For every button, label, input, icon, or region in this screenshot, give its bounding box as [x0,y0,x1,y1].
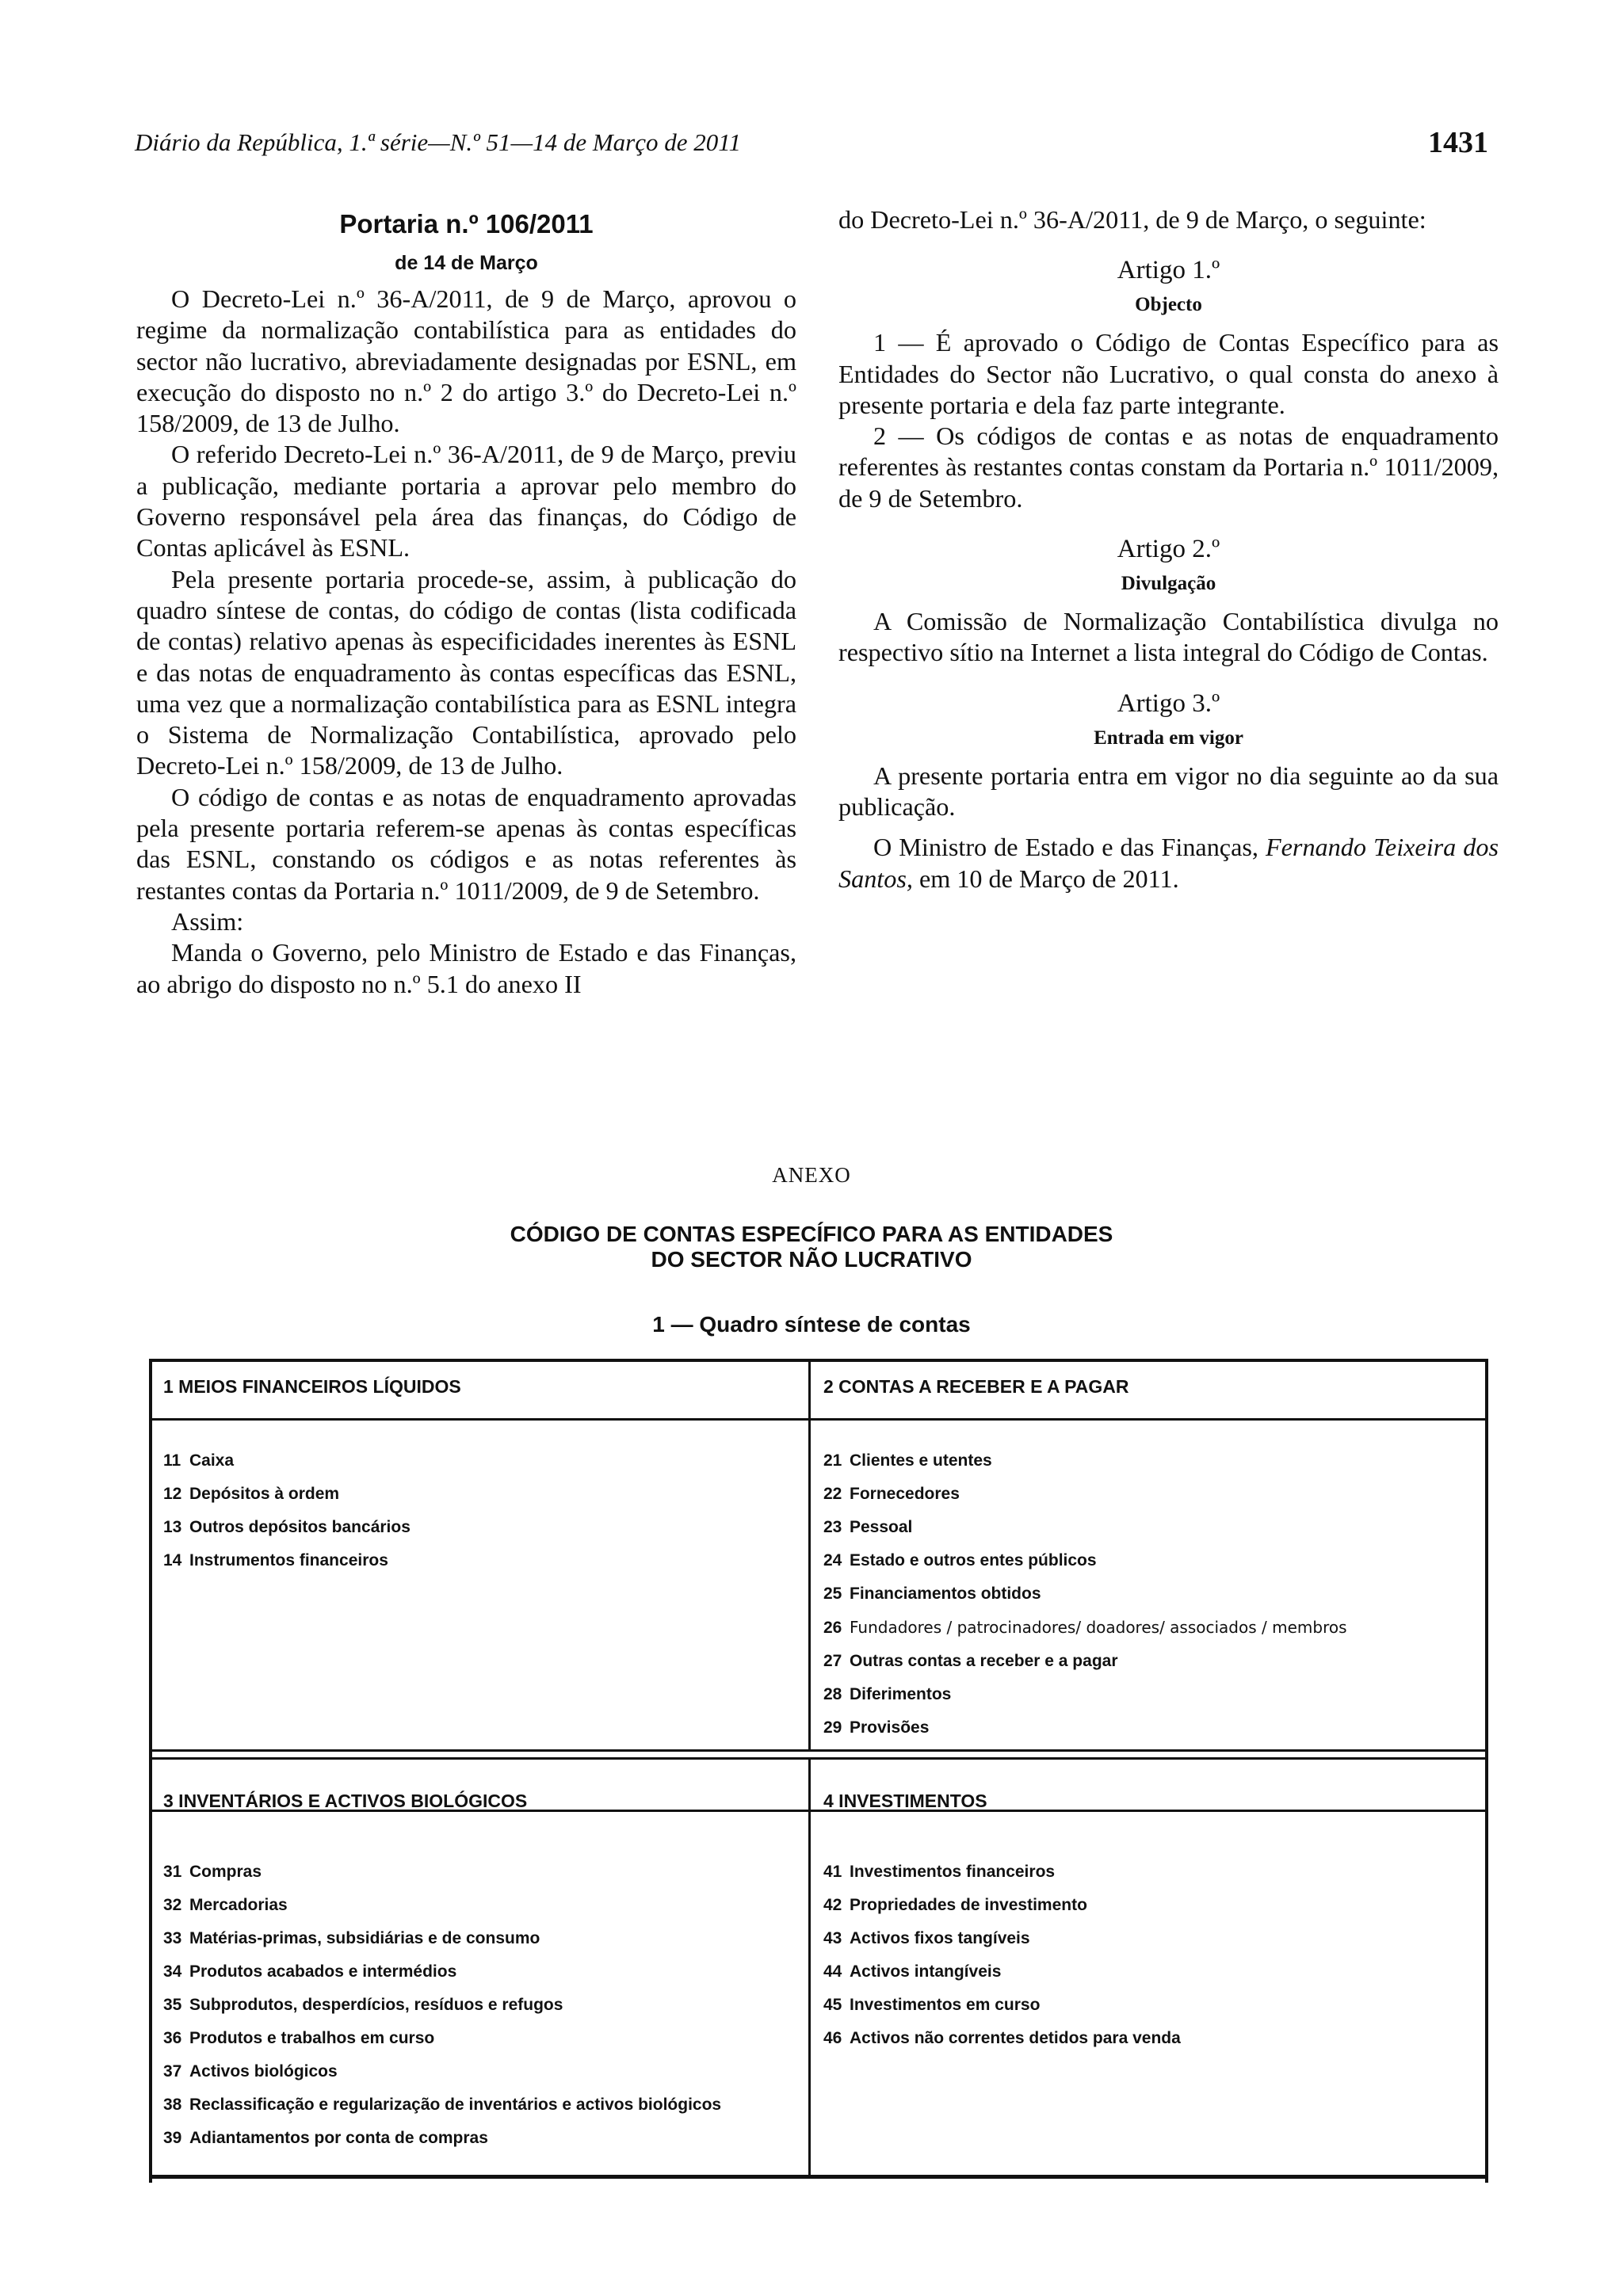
accounts-summary-table [149,1359,1488,2183]
table-rule [149,2175,1488,2179]
table-divider [808,1757,811,2177]
portaria-date: de 14 de Março [395,252,538,274]
preamble-paragraph: O Decreto-Lei n.º 36-A/2011, de 9 de Março, aprovou o regime da normalização contabilística para as entidades do sector não lucrativo, abreviadamente designadas por ESNL, em execução do disposto no n.º 2 do artigo 3.º do Decreto-Lei n.º 158/2009, de 13 de Julho. [136,284,796,438]
portaria-title: Portaria n.º 106/2011 [339,209,594,238]
class-heading: 2 CONTAS A RECEBER E A PAGAR [823,1376,1129,1397]
account-list [823,1444,1347,1745]
list-item: 41 Investimentos financeiros [823,1863,1056,1881]
list-item: 21 Clientes e utentes [823,1451,992,1470]
list-item: 35 Subprodutos, desperdícios, resíduos e refugos [163,1996,563,2014]
page-number: 1431 [1428,126,1488,159]
list-item: 25 Financiamentos obtidos [823,1585,1041,1603]
signature-suffix: em 10 de Março de 2011. [912,864,1179,893]
preamble-paragraph: Pela presente portaria procede-se, assim, à publicação do quadro síntese de contas, do código de contas (lista codificada de contas) relativo apenas às especificidades inerentes às ESNL e das notas de enquadramento às contas específicas das ESNL, uma vez que a normalização contabilística para as ESNL integra o Sistema de Normalização Contabilística, aprovado pelo Decreto-Lei n.º 158/2009, de 13 de Julho. [136,564,796,780]
list-item: 43 Activos fixos tangíveis [823,1929,1030,1947]
table-rule [149,1749,1488,1752]
list-item: 23 Pessoal [823,1518,913,1536]
preamble-paragraph: O referido Decreto-Lei n.º 36-A/2011, de 9 de Março, previu a publicação, mediante portaria a aprovar pelo membro do Governo responsável pela área das finanças, do Código de Contas aplicável às ESNL. [136,440,796,563]
list-item: 27 Outras contas a receber e a pagar [823,1652,1118,1670]
preamble-paragraph: Manda o Governo, pelo Ministro de Estado e das Finanças, ao abrigo do disposto no n.º 5.1 do anexo II [136,938,796,998]
list-item: 39 Adiantamentos por conta de compras [163,2129,488,2147]
preamble-paragraph: Assim: [171,906,244,936]
annex-label: ANEXO [772,1163,851,1187]
class-heading: 1 MEIOS FINANCEIROS LÍQUIDOS [163,1376,461,1397]
article-paragraph: 2 — Os códigos de contas e as notas de enquadramento referentes às restantes contas constam da Portaria n.º 1011/2009, de 9 de Setembro. [838,421,1499,513]
list-item: 36 Produtos e trabalhos em curso [163,2029,435,2047]
list-item: 11 Caixa [163,1451,235,1470]
article-paragraph: A Comissão de Normalização Contabilística divulga no respectivo sítio na Internet a lista integral do Código de Contas. [838,607,1499,667]
list-item: 24 Estado e outros entes públicos [823,1551,1097,1569]
article-title: Artigo 2.º [1117,535,1220,564]
preamble-paragraph: O código de contas e as notas de enquadramento aprovadas pela presente portaria referem-se apenas às contas específicas das ESNL, constando os códigos e as notas referentes às restantes contas da Portaria n.º 1011/2009, de 9 de Setembro. [136,782,796,905]
list-item: 28 Diferimentos [823,1685,952,1703]
article-subtitle: Objecto [1135,294,1202,316]
list-item: 42 Propriedades de investimento [823,1896,1087,1914]
list-item: 14 Instrumentos financeiros [163,1551,388,1569]
list-item: 26 Fundadores / patrocinadores/ doadores/ associados / membros [823,1618,1347,1637]
account-list [823,1855,1181,2055]
class-heading: 4 INVESTIMENTOS [823,1791,987,1811]
list-item: 31 Compras [163,1863,262,1881]
table-rule [149,1418,1488,1421]
page-header [135,128,1488,168]
list-item: 37 Activos biológicos [163,2062,338,2081]
signature-name: Fernando Teixeira dos Santos, [838,833,1499,893]
right-column [838,204,1499,894]
list-item: 45 Investimentos em curso [823,1996,1041,2014]
annex-title-line: DO SECTOR NÃO LUCRATIVO [651,1247,972,1272]
account-list [163,1855,721,2155]
list-item: 34 Produtos acabados e intermédios [163,1962,457,1981]
article-subtitle: Entrada em vigor [1094,727,1243,749]
list-item: 38 Reclassificação e regularização de inventários e activos biológicos [163,2096,722,2114]
list-item: 33 Matérias-primas, subsidiárias e de consumo [163,1929,540,1947]
list-item: 32 Mercadorias [163,1896,288,1914]
left-column [136,204,796,1000]
list-item: 44 Activos intangíveis [823,1962,1002,1981]
list-item: 13 Outros depósitos bancários [163,1518,411,1536]
article-paragraph: A presente portaria entra em vigor no dia seguinte ao da sua publicação. [838,761,1499,821]
table-divider [808,1359,811,1752]
article-paragraph: 1 — É aprovado o Código de Contas Específico para as Entidades do Sector não Lucrativo, o qual consta do anexo à presente portaria e dela faz parte integrante. [838,328,1499,419]
account-list [163,1444,411,1577]
continuation-paragraph: do Decreto-Lei n.º 36-A/2011, de 9 de Março, o seguinte: [838,205,1426,234]
article-title: Artigo 3.º [1117,688,1220,718]
list-item: 12 Depósitos à ordem [163,1485,340,1503]
annex-title-line: CÓDIGO DE CONTAS ESPECÍFICO PARA AS ENTIDADES [510,1222,1113,1246]
article-title: Artigo 1.º [1117,256,1220,285]
annex-title [0,1222,1623,1272]
list-item: 46 Activos não correntes detidos para venda [823,2029,1181,2047]
list-item: 29 Provisões [823,1718,930,1737]
signature-prefix: O Ministro de Estado e das Finanças, [873,833,1266,862]
article-subtitle: Divulgação [1121,573,1216,595]
class-heading: 3 INVENTÁRIOS E ACTIVOS BIOLÓGICOS [163,1791,528,1811]
table-rule [149,1757,1488,1760]
running-title: Diário da República, 1.ª série—N.º 51—14 de Março de 2011 [135,128,741,156]
list-item: 22 Fornecedores [823,1485,960,1503]
signature [838,832,1499,894]
quadro-title: 1 — Quadro síntese de contas [652,1312,971,1337]
